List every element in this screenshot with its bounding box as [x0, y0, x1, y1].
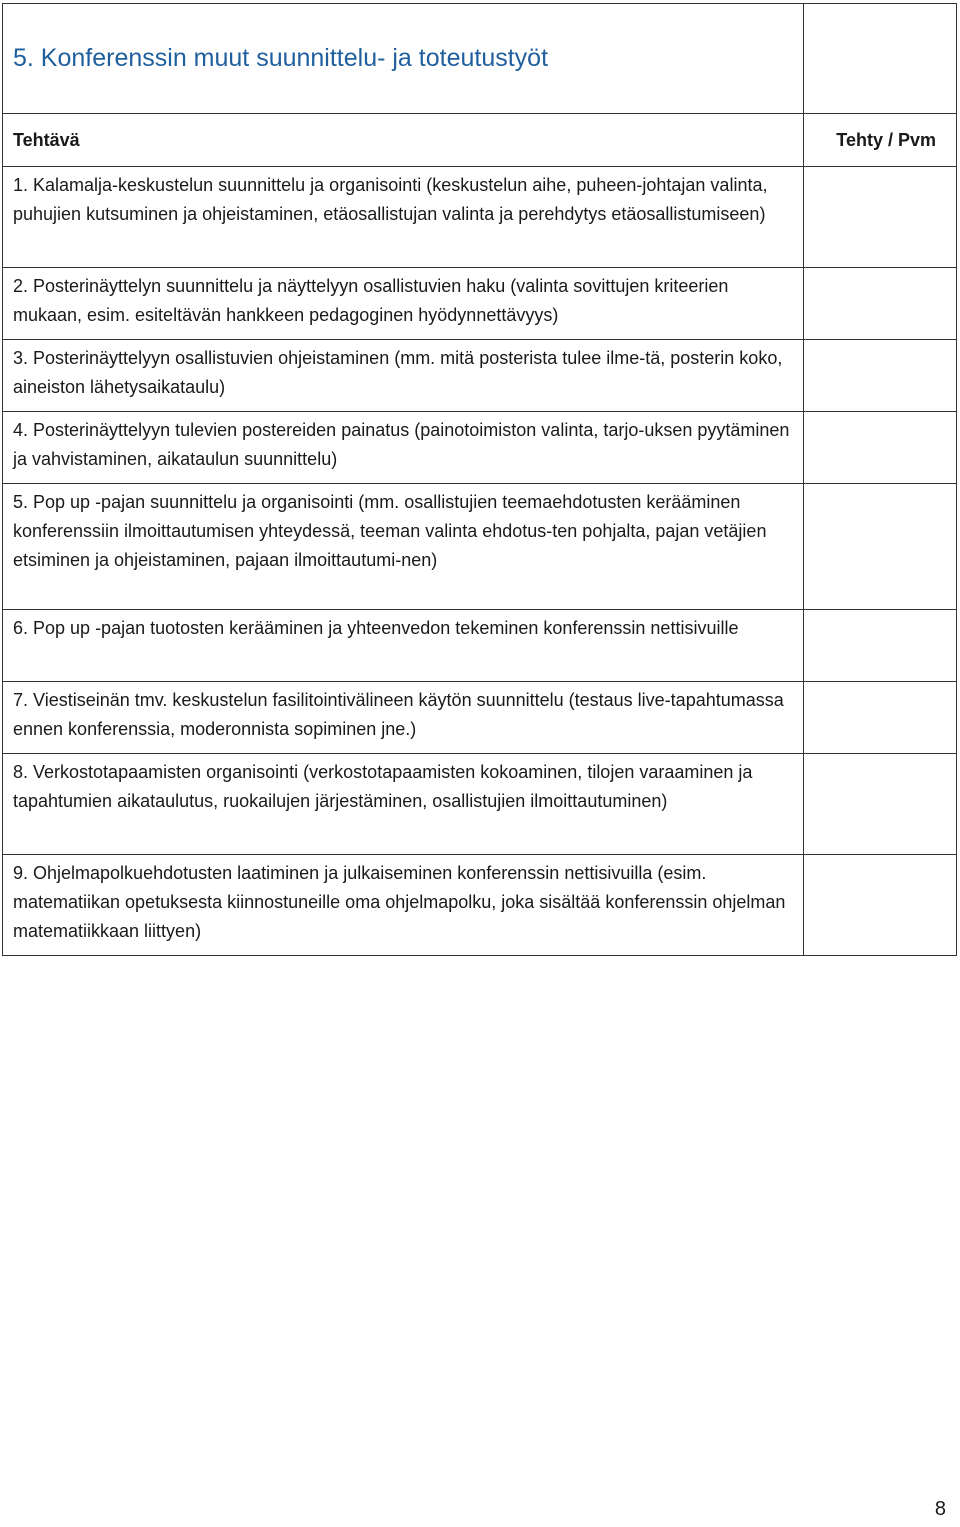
task-row	[3, 484, 957, 610]
task-row	[3, 610, 957, 682]
task-text: 3. Posterinäyttelyyn osallistuvien ohjeistaminen (mm. mitä posterista tulee ilme-tä, posterin koko, aineiston lähetysaikataulu)	[3, 340, 804, 412]
column-header-done: Tehty / Pvm	[803, 114, 956, 167]
task-done-cell[interactable]	[803, 412, 956, 484]
task-row	[3, 682, 957, 754]
task-text: 8. Verkostotapaamisten organisointi (verkostotapaamisten kokoaminen, tilojen varaaminen ja tapahtumien aikataulutus, ruokailujen järjestäminen, osallistujien ilmoittautuminen)	[3, 754, 804, 855]
task-text: 4. Posterinäyttelyyn tulevien postereiden painatus (painotoimiston valinta, tarjo-uksen pyytäminen ja vahvistaminen, aikataulun suunnittelu)	[3, 412, 804, 484]
task-table	[2, 3, 957, 956]
task-done-cell[interactable]	[803, 484, 956, 610]
task-text: 7. Viestiseinän tmv. keskustelun fasilitointivälineen käytön suunnittelu (testaus live-tapahtumassa ennen konferenssia, moderonnista sopiminen jne.)	[3, 682, 804, 754]
task-text: 6. Pop up -pajan tuotosten kerääminen ja yhteenvedon tekeminen konferenssin nettisivuille	[3, 610, 804, 682]
task-text: 1. Kalamalja-keskustelun suunnittelu ja organisointi (keskustelun aihe, puheen-johtajan valinta, puhujien kutsuminen ja ohjeistaminen, etäosallistujan valinta ja perehdytys etäosallistumiseen)	[3, 167, 804, 268]
task-row	[3, 167, 957, 268]
column-header-task: Tehtävä	[3, 114, 804, 167]
task-done-cell[interactable]	[803, 340, 956, 412]
title-empty-cell	[803, 4, 956, 114]
page-number: 8	[934, 1498, 946, 1520]
task-done-cell[interactable]	[803, 682, 956, 754]
task-row	[3, 268, 957, 340]
task-text: 5. Pop up -pajan suunnittelu ja organisointi (mm. osallistujien teemaehdotusten kerääminen konferenssiin ilmoittautumisen yhteydessä, teeman valinta ehdotus-ten pohjalta, pajan vetäjien etsiminen ja ohjeistaminen, pajaan ilmoittautumi-nen)	[3, 484, 804, 610]
task-done-cell[interactable]	[803, 167, 956, 268]
task-done-cell[interactable]	[803, 754, 956, 855]
section-title: 5. Konferenssin muut suunnittelu- ja toteutustyöt	[3, 4, 804, 114]
task-done-cell[interactable]	[803, 855, 956, 956]
task-row	[3, 340, 957, 412]
task-done-cell[interactable]	[803, 268, 956, 340]
task-text: 9. Ohjelmapolkuehdotusten laatiminen ja julkaiseminen konferenssin nettisivuilla (esim. matematiikan opetuksesta kiinnostuneille oma ohjelmapolku, joka sisältää konferenssin ohjelman matematiikkaan liittyen)	[3, 855, 804, 956]
header-row	[3, 114, 957, 167]
task-row	[3, 754, 957, 855]
task-row	[3, 855, 957, 956]
task-row	[3, 412, 957, 484]
title-row	[3, 4, 957, 114]
task-done-cell[interactable]	[803, 610, 956, 682]
task-text: 2. Posterinäyttelyn suunnittelu ja näyttelyyn osallistuvien haku (valinta sovittujen kriteerien mukaan, esim. esiteltävän hankkeen pedagoginen hyödynnettävyys)	[3, 268, 804, 340]
